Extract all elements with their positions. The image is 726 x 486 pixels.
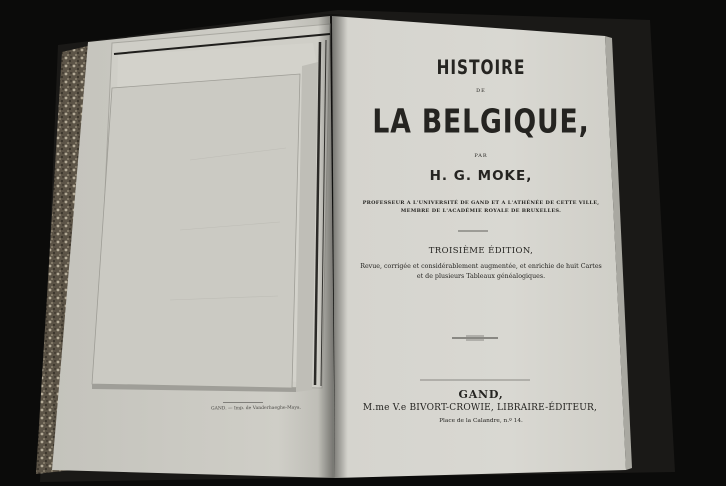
edition-description (343, 262, 619, 282)
imprint-city: GAND, (458, 388, 504, 401)
author-role-line-1: PROFESSEUR A L'UNIVERSITÉ DE GAND ET A L'ATHÉNÉE DE CETTE VILLE, (362, 200, 600, 206)
author-name: H. G. MOKE, (429, 168, 533, 184)
title-line-2: LA BELGIQUE, (372, 103, 590, 141)
title-de: DE (476, 88, 486, 94)
author-role (345, 199, 617, 215)
edition-description-line-1: Revue, corrigée et considérablement augmentée, et enrichie de huit Cartes (360, 263, 602, 270)
author-role-line-2: MEMBRE DE L'ACADÉMIE ROYALE DE BRUXELLES. (400, 208, 562, 214)
imprint-publisher: M.me V.e BIVORT-CROWIE, LIBRAIRE-ÉDITEUR, (362, 403, 598, 413)
title-line-1: HISTOIRE (436, 56, 526, 80)
edition-heading: TROISIÈME ÉDITION, (428, 246, 534, 256)
edition-description-line-2: et de plusieurs Tableaux généalogiques. (416, 273, 546, 280)
folded-map-sheets (92, 24, 330, 392)
imprint-address: Place de la Calandre, n.º 14. (439, 418, 523, 424)
title-par: PAR (474, 153, 488, 159)
printer-line: GAND. — Imp. de Vanderhaeghe-Maya. (210, 405, 302, 412)
